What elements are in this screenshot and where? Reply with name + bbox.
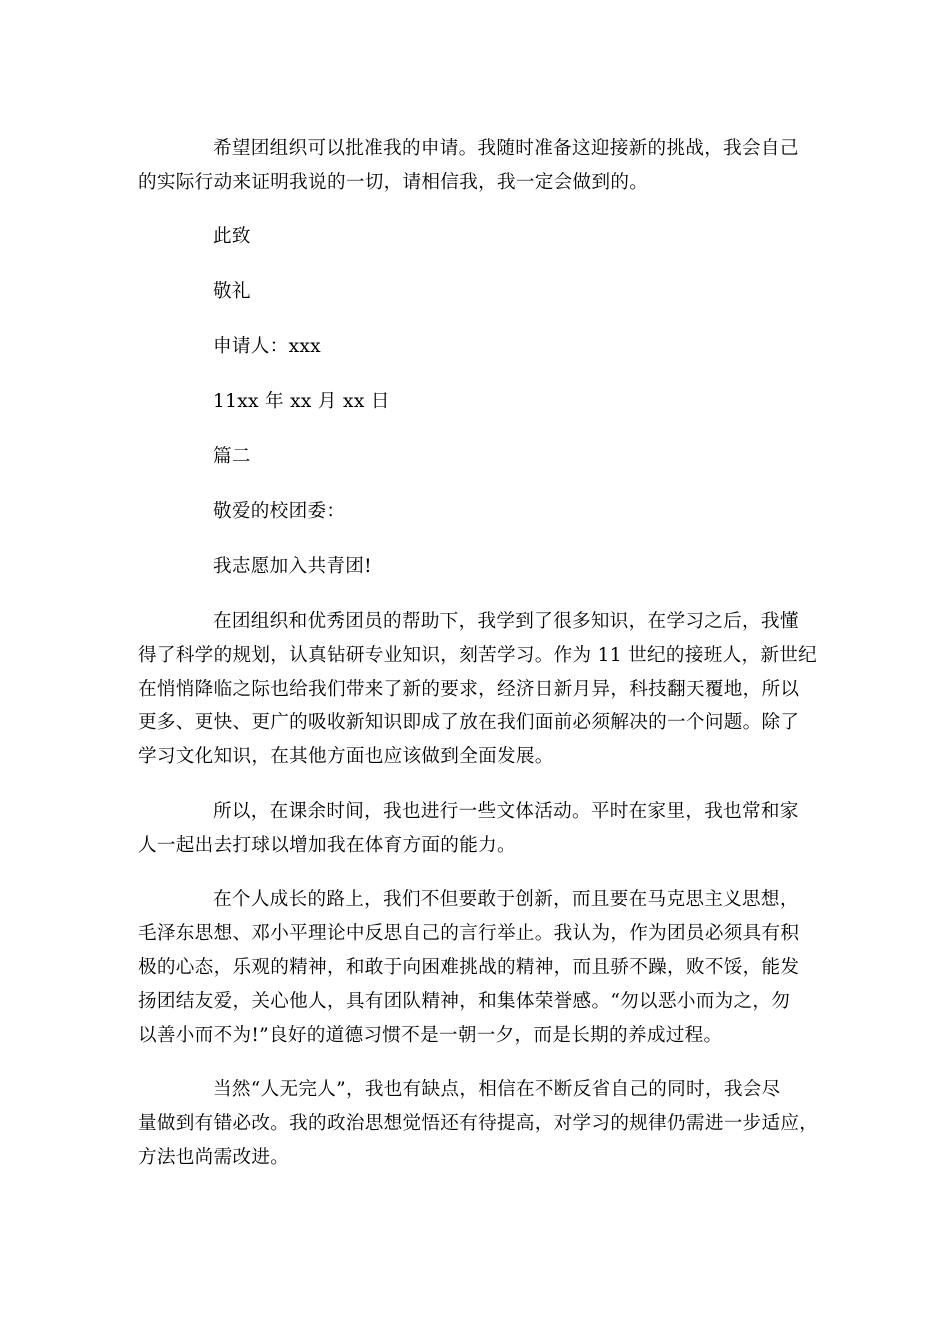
text-line: 以善小而不为!”良好的道德习惯不是一朝一夕，而是长期的养成过程。 [138, 1025, 723, 1046]
section-heading: 篇二 [213, 446, 251, 467]
text-line: 方法也尚需改进。 [138, 1147, 290, 1168]
text-line: 量做到有错必改。我的政治思想觉悟还有待提高，对学习的规律仍需进一步适应， [138, 1113, 819, 1134]
text-line: 得了科学的规划，认真钻研专业知识，刻苦学习。作为 11 世纪的接班人，新世纪 [138, 645, 818, 666]
text-line: 在个人成长的路上，我们不但要敢于创新，而且要在马克思主义思想， [213, 889, 799, 910]
declaration-line: 我志愿加入共青团! [213, 556, 372, 577]
text-line: 当然“人无完人”，我也有缺点，相信在不断反省自己的同时，我会尽 [213, 1079, 781, 1100]
text-line: 所以，在课余时间，我也进行一些文体活动。平时在家里，我也常和家 [213, 801, 799, 822]
closing-salutation: 此致 [213, 226, 251, 247]
text-line: 在悄悄降临之际也给我们带来了新的要求，经济日新月异，科技翻天覆地，所以 [138, 679, 800, 700]
applicant-signature: 申请人：xxx [213, 336, 321, 357]
text-line: 极的心态，乐观的精神，和敢于向困难挑战的精神，而且骄不躁，败不馁，能发 [138, 957, 800, 978]
text-line: 毛泽东思想、邓小平理论中反思自己的言行举止。我认为，作为团员必须具有积 [138, 923, 800, 944]
closing-regards: 敬礼 [213, 281, 251, 302]
text-line: 希望团组织可以批准我的申请。我随时准备这迎接新的挑战，我会自己 [213, 138, 799, 159]
text-line: 在团组织和优秀团员的帮助下，我学到了很多知识，在学习之后，我懂 [213, 611, 799, 632]
text-line: 扬团结友爱，关心他人，具有团队精神，和集体荣誉感。“勿以恶小而为之，勿 [138, 991, 791, 1012]
recipient-greeting: 敬爱的校团委： [213, 501, 346, 522]
text-line: 的实际行动来证明我说的一切，请相信我，我一定会做到的。 [138, 172, 649, 193]
text-line: 更多、更快、更广的吸收新知识即成了放在我们面前必须解决的一个问题。除了 [138, 712, 800, 733]
text-line: 人一起出去打球以增加我在体育方面的能力。 [138, 835, 516, 856]
date-line: 11xx 年 xx 月 xx 日 [213, 391, 390, 412]
text-line: 学习文化知识，在其他方面也应该做到全面发展。 [138, 746, 554, 767]
